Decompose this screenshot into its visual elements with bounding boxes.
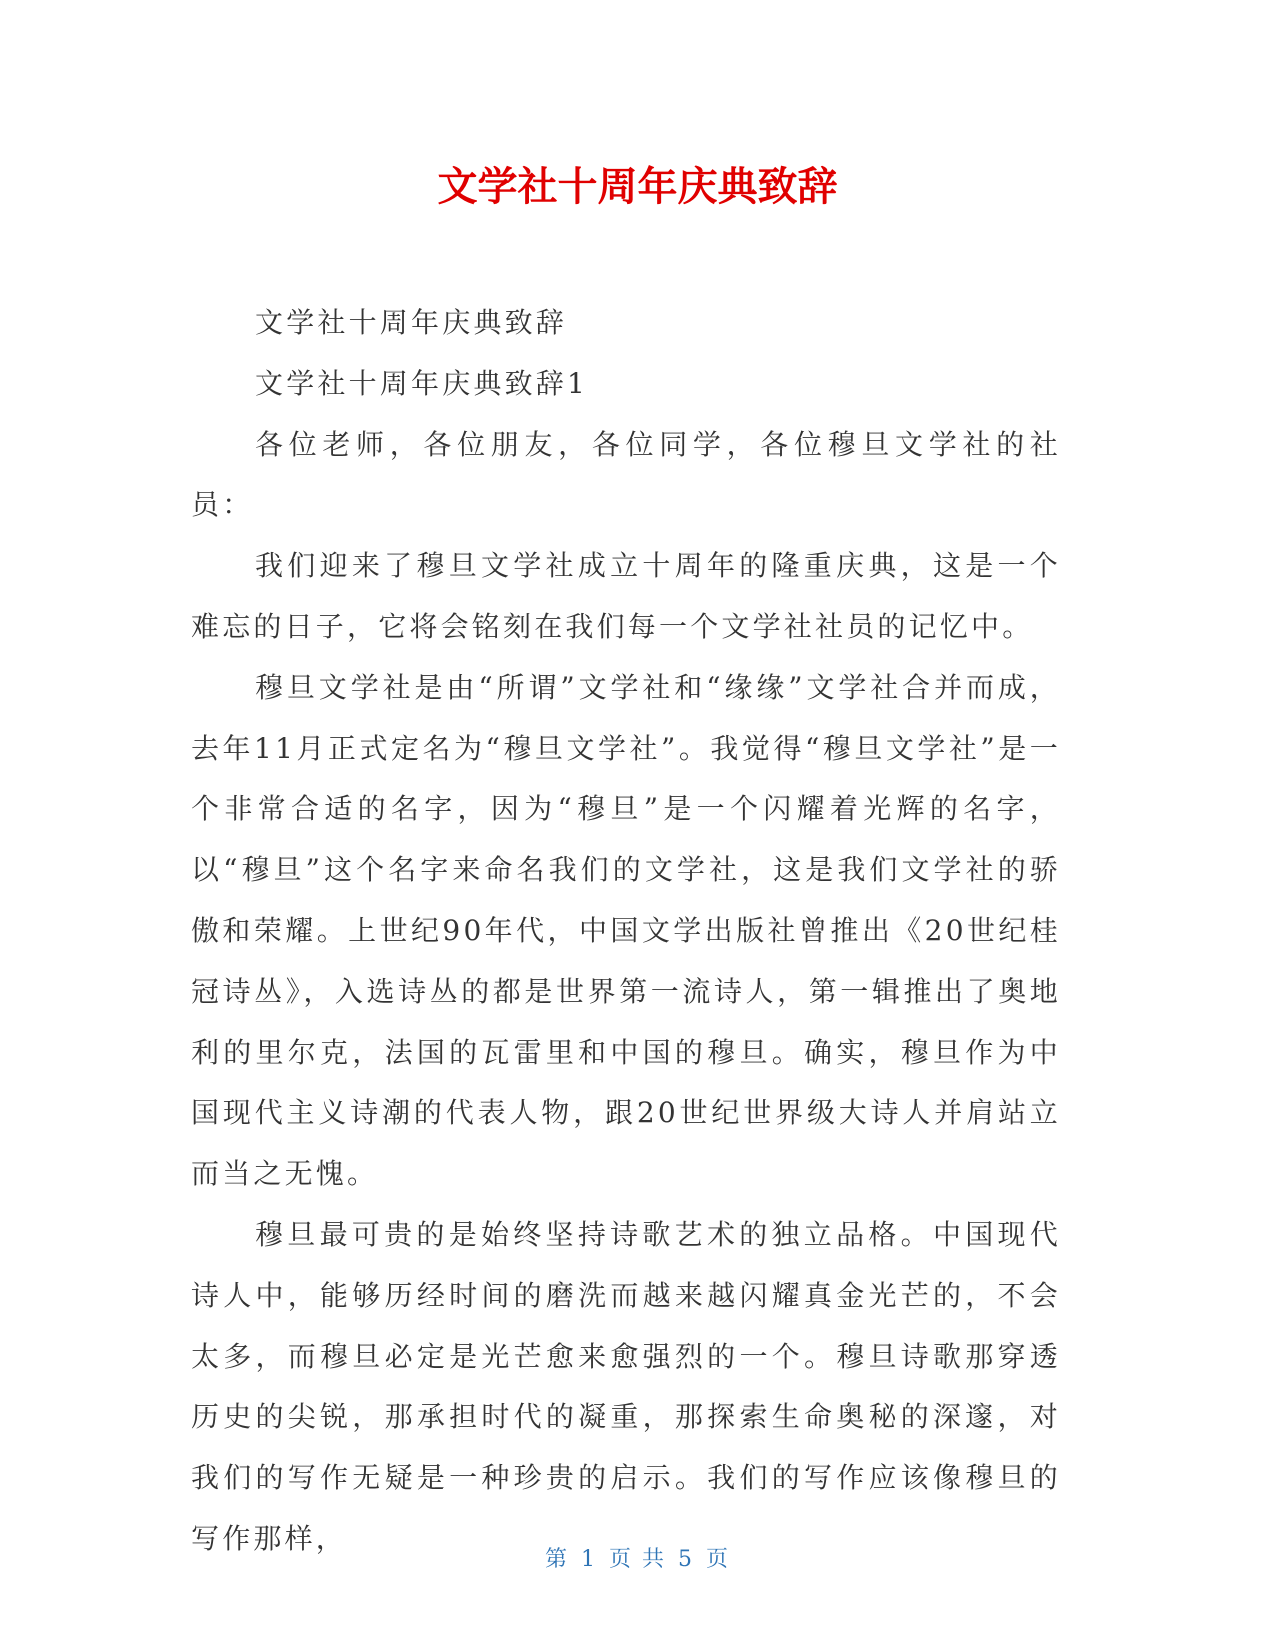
footer-page-number: 1 — [581, 1547, 597, 1572]
paragraph: 文学社十周年庆典致辞 — [255, 306, 568, 339]
paragraph: 各位老师，各位朋友，各位同学，各位穆旦文学社的社员： — [191, 427, 1061, 522]
footer-middle: 页 共 — [609, 1547, 666, 1572]
footer-prefix: 第 — [544, 1547, 569, 1572]
paragraph: 穆旦最可贵的是始终坚持诗歌艺术的独立品格。中国现代诗人中，能够历经时间的磨洗而越来越闪耀真金光芒的，不会太多，而穆旦必定是光芒愈来愈强烈的一个。穆旦诗歌那穿透历史的尖锐，那承担时代的凝重，那探索生命奥秘的深邃，对我们的写作无疑是一种珍贵的启示。我们的写作应该像穆旦的写作那样， — [191, 1217, 1061, 1555]
document-title: 文学社十周年庆典致辞 — [437, 164, 838, 210]
paragraph: 我们迎来了穆旦文学社成立十周年的隆重庆典，这是一个难忘的日子，它将会铭刻在我们每一个文学社社员的记忆中。 — [191, 549, 1061, 643]
paragraph: 穆旦文学社是由“所谓”文学社和“缘缘”文学社合并而成，去年11月正式定名为“穆旦文学社”。我觉得“穆旦文学社”是一个非常合适的名字，因为“穆旦”是一个闪耀着光辉的名字，以“穆旦”这个名字来命名我们的文学社，这是我们文学社的骄傲和荣耀。上世纪90年代，中国文学出版社曾推出《20世纪桂冠诗丛》，入选诗丛的都是世界第一流诗人，第一辑推出了奥地利的里尔克，法国的瓦雷里和中国的穆旦。确实，穆旦作为中国现代主义诗潮的代表人物，跟20世纪世界级大诗人并肩站立而当之无愧。 — [191, 670, 1061, 1191]
paragraph: 文学社十周年庆典致辞1 — [255, 366, 589, 400]
footer-total-pages: 5 — [678, 1547, 694, 1572]
footer-suffix: 页 — [706, 1547, 731, 1572]
document-body — [191, 293, 1061, 1570]
page-footer — [0, 1545, 1275, 1575]
